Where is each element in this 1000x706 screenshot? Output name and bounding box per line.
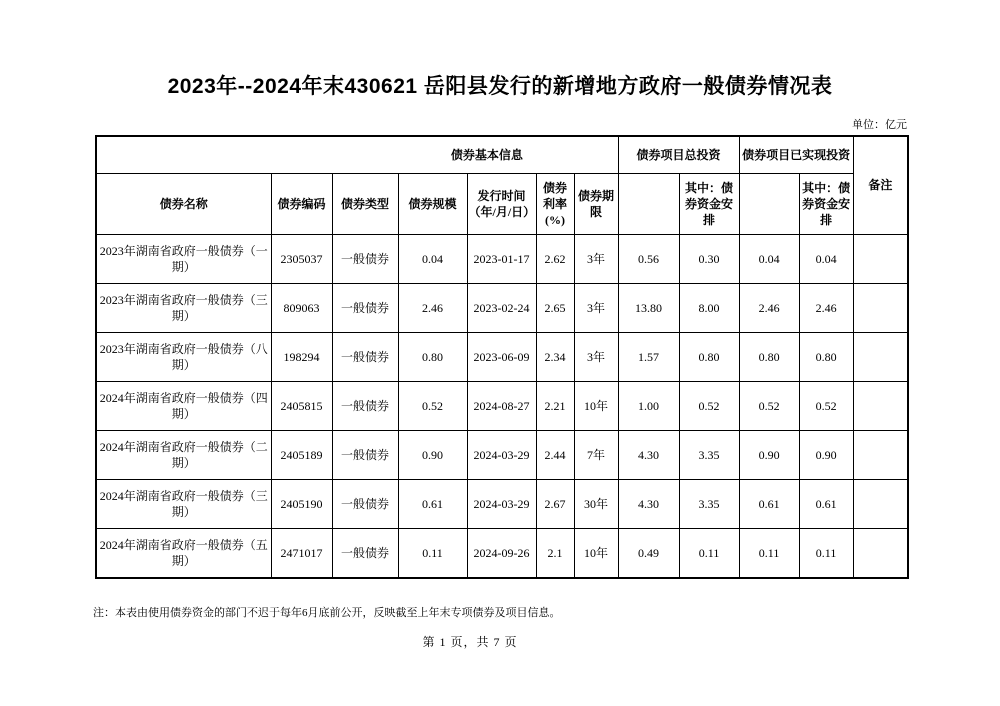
- unit-label: 单位：亿元: [852, 119, 907, 131]
- bond-type-cell: 一般债券: [332, 431, 398, 480]
- term-cell: 10年: [574, 529, 618, 579]
- bond-type-cell: 一般债券: [332, 480, 398, 529]
- remark-cell: [853, 431, 908, 480]
- header-rate-col: 债券利率(%): [536, 174, 574, 235]
- realized-investment-cell: 0.61: [739, 480, 799, 529]
- table-row: [96, 382, 908, 431]
- bond-name-cell: 2024年湖南省政府一般债券（三期）: [96, 480, 271, 529]
- bond-scale-cell: 0.11: [398, 529, 467, 579]
- bond-name-cell: 2024年湖南省政府一般债券（二期）: [96, 431, 271, 480]
- rate-cell: 2.21: [536, 382, 574, 431]
- page-indicator: 第 1 页，共 7 页: [422, 635, 518, 649]
- bond-scale-cell: 0.90: [398, 431, 467, 480]
- header-total-investment-blank: [618, 174, 679, 235]
- page-title: 2023年--2024年末430621 岳阳县发行的新增地方政府一般债券情况表: [167, 75, 833, 98]
- realized-fund-arrangement-cell: 0.90: [799, 431, 853, 480]
- header-bond-code-col: 债券编码: [271, 174, 332, 235]
- header-realized-fund-sub-col: 其中：债券资金安排: [799, 174, 853, 235]
- total-investment-cell: 4.30: [618, 480, 679, 529]
- rate-cell: 2.62: [536, 235, 574, 284]
- bond-scale-cell: 2.46: [398, 284, 467, 333]
- bond-code-cell: 2405815: [271, 382, 332, 431]
- bond-name-cell: 2023年湖南省政府一般债券（三期）: [96, 284, 271, 333]
- realized-investment-cell: 0.04: [739, 235, 799, 284]
- bond-scale-cell: 0.04: [398, 235, 467, 284]
- bond-code-cell: 2305037: [271, 235, 332, 284]
- total-fund-arrangement-cell: 0.80: [679, 333, 739, 382]
- header-bond-scale-col: 债券规模: [398, 174, 467, 235]
- header-issue-date-col: 发行时间（年/月/日）: [467, 174, 536, 235]
- total-fund-arrangement-cell: 0.52: [679, 382, 739, 431]
- realized-investment-cell: 2.46: [739, 284, 799, 333]
- issue-date-cell: 2023-06-09: [467, 333, 536, 382]
- header-realized-investment-group: 债券项目已实现投资: [739, 136, 853, 174]
- total-investment-cell: 4.30: [618, 431, 679, 480]
- header-group-row: [96, 136, 908, 174]
- bond-code-cell: 809063: [271, 284, 332, 333]
- table-row: [96, 431, 908, 480]
- remark-cell: [853, 284, 908, 333]
- rate-cell: 2.1: [536, 529, 574, 579]
- realized-fund-arrangement-cell: 0.11: [799, 529, 853, 579]
- total-investment-cell: 0.56: [618, 235, 679, 284]
- bond-type-cell: 一般债券: [332, 382, 398, 431]
- issue-date-cell: 2024-08-27: [467, 382, 536, 431]
- bond-name-cell: 2024年湖南省政府一般债券（五期）: [96, 529, 271, 579]
- header-column-row: [96, 174, 908, 235]
- issue-date-cell: 2024-09-26: [467, 529, 536, 579]
- total-fund-arrangement-cell: 0.11: [679, 529, 739, 579]
- header-realized-investment-blank: [739, 174, 799, 235]
- table-row: [96, 235, 908, 284]
- issue-date-cell: 2023-01-17: [467, 235, 536, 284]
- realized-investment-cell: 0.52: [739, 382, 799, 431]
- term-cell: 3年: [574, 333, 618, 382]
- term-cell: 3年: [574, 284, 618, 333]
- table-row: [96, 284, 908, 333]
- bond-type-cell: 一般债券: [332, 235, 398, 284]
- bond-type-cell: 一般债券: [332, 529, 398, 579]
- header-basic-info-label: 债券基本信息: [450, 147, 523, 162]
- bond-code-cell: 2471017: [271, 529, 332, 579]
- header-total-investment-group: 债券项目总投资: [618, 136, 739, 174]
- remark-cell: [853, 333, 908, 382]
- realized-investment-cell: 0.90: [739, 431, 799, 480]
- bond-type-cell: 一般债券: [332, 333, 398, 382]
- rate-cell: 2.44: [536, 431, 574, 480]
- total-fund-arrangement-cell: 0.30: [679, 235, 739, 284]
- bond-type-cell: 一般债券: [332, 284, 398, 333]
- bond-name-cell: 2024年湖南省政府一般债券（四期）: [96, 382, 271, 431]
- table-row: [96, 480, 908, 529]
- bond-code-cell: 2405189: [271, 431, 332, 480]
- rate-cell: 2.34: [536, 333, 574, 382]
- header-bond-type-col: 债券类型: [332, 174, 398, 235]
- issue-date-cell: 2024-03-29: [467, 480, 536, 529]
- total-investment-cell: 13.80: [618, 284, 679, 333]
- realized-fund-arrangement-cell: 0.80: [799, 333, 853, 382]
- table-row: [96, 529, 908, 579]
- bond-table: [95, 135, 909, 579]
- footnote: 注：本表由使用债券资金的部门不迟于每年6月底前公开，反映截至上年末专项债券及项目信息。: [93, 607, 561, 619]
- total-fund-arrangement-cell: 8.00: [679, 284, 739, 333]
- bond-name-cell: 2023年湖南省政府一般债券（一期）: [96, 235, 271, 284]
- bond-scale-cell: 0.61: [398, 480, 467, 529]
- realized-fund-arrangement-cell: 2.46: [799, 284, 853, 333]
- table-row: [96, 333, 908, 382]
- bond-scale-cell: 0.52: [398, 382, 467, 431]
- term-cell: 3年: [574, 235, 618, 284]
- rate-cell: 2.65: [536, 284, 574, 333]
- bond-name-cell: 2023年湖南省政府一般债券（八期）: [96, 333, 271, 382]
- header-basic-info-group: [96, 136, 618, 174]
- term-cell: 7年: [574, 431, 618, 480]
- remark-cell: [853, 480, 908, 529]
- remark-cell: [853, 235, 908, 284]
- total-investment-cell: 1.57: [618, 333, 679, 382]
- header-term-col: 债券期限: [574, 174, 618, 235]
- remark-cell: [853, 529, 908, 579]
- total-investment-cell: 0.49: [618, 529, 679, 579]
- bond-scale-cell: 0.80: [398, 333, 467, 382]
- total-investment-cell: 1.00: [618, 382, 679, 431]
- term-cell: 30年: [574, 480, 618, 529]
- term-cell: 10年: [574, 382, 618, 431]
- realized-fund-arrangement-cell: 0.61: [799, 480, 853, 529]
- rate-cell: 2.67: [536, 480, 574, 529]
- issue-date-cell: 2023-02-24: [467, 284, 536, 333]
- realized-investment-cell: 0.11: [739, 529, 799, 579]
- bond-code-cell: 198294: [271, 333, 332, 382]
- realized-fund-arrangement-cell: 0.52: [799, 382, 853, 431]
- header-bond-name-col: 债券名称: [96, 174, 271, 235]
- header-remark-col: 备注: [853, 136, 908, 235]
- bond-code-cell: 2405190: [271, 480, 332, 529]
- header-total-fund-sub-col: 其中：债券资金安排: [679, 174, 739, 235]
- total-fund-arrangement-cell: 3.35: [679, 431, 739, 480]
- remark-cell: [853, 382, 908, 431]
- realized-investment-cell: 0.80: [739, 333, 799, 382]
- realized-fund-arrangement-cell: 0.04: [799, 235, 853, 284]
- total-fund-arrangement-cell: 3.35: [679, 480, 739, 529]
- issue-date-cell: 2024-03-29: [467, 431, 536, 480]
